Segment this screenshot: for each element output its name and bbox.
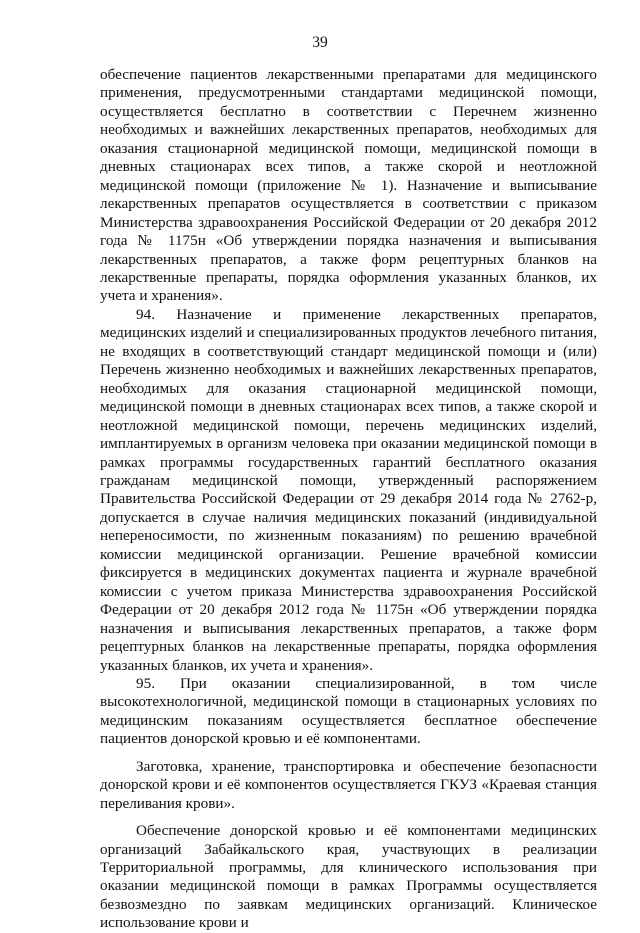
paragraph-item-94: 94. Назначение и применение лекарственных препаратов, медицинских изделий и специализированных продуктов лечебного питания, не входящих в соответствующий стандарт медицинской помощи и (или) Перечень жизненно необходимых и важнейших лекарственных препаратов, необходимых для оказания стационарной медицинской помощи, медицинской помощи в дневных стационарах всех типов, а также скорой и неотложной медицинской помощи, перечень медицинских изделий, имплантируемых в организм человека при оказании медицинской помощи в рамках программы государственных гарантий бесплатного оказания гражданам медицинской помощи, утвержденный распоряжением Правительства Российской Федерации от 29 декабря 2014 года № 2762-р, допускается в случае наличия медицинских показаний (индивидуальной непереносимости, по жизненным показаниям) по решению врачебной комиссии медицинской организации. Решение врачебной комиссии фиксируется в медицинских документах пациента и журнале врачебной комиссии с учетом приказа Министерства здравоохранения Российской Федерации от 20 декабря 2012 года № 1175н «Об утверждении порядка назначения и выписывания лекарственных препаратов, а также форм рецептурных бланков на лекарственные препараты, порядка оформления указанных бланков, их учета и хранения».	[100, 305, 597, 674]
paragraph-blood-supply: Обеспечение донорской кровью и её компонентами медицинских организаций Забайкальского края, участвующих в реализации Территориальной программы, для клинического использования при оказании медицинской помощи в рамках Программы осуществляется безвозмездно по заявкам медицинских организаций. Клиническое использование крови и	[100, 822, 597, 932]
paragraph-continuation: обеспечение пациентов лекарственными препаратами для медицинского применения, предусмотренными стандартами медицинской помощи, осуществляется бесплатно в соответствии с Перечнем жизненно необходимых и важнейших лекарственных препаратов, необходимых для оказания стационарной медицинской помощи, медицинской помощи в дневных стационарах всех типов, а также скорой и неотложной медицинской помощи (приложение № 1). Назначение и выписывание лекарственных препаратов осуществляется в соответствии с приказом Министерства здравоохранения Российской Федерации от 20 декабря 2012 года № 1175н «Об утверждении порядка назначения и выписывания лекарственных препаратов, а также форм рецептурных бланков на лекарственные препараты, порядка оформления указанных бланков, их учета и хранения».	[100, 66, 597, 305]
document-body	[100, 66, 597, 933]
page-number: 39	[312, 34, 328, 51]
paragraph-item-95: 95. При оказании специализированной, в том числе высокотехнологичной, медицинской помощи в стационарных условиях по медицинским показаниям осуществляется бесплатное обеспечение пациентов донорской кровью и её компонентами.	[100, 674, 597, 748]
paragraph-blood-procurement: Заготовка, хранение, транспортировка и обеспечение безопасности донорской крови и её компонентов осуществляется ГКУЗ «Краевая станция переливания крови».	[100, 757, 597, 812]
